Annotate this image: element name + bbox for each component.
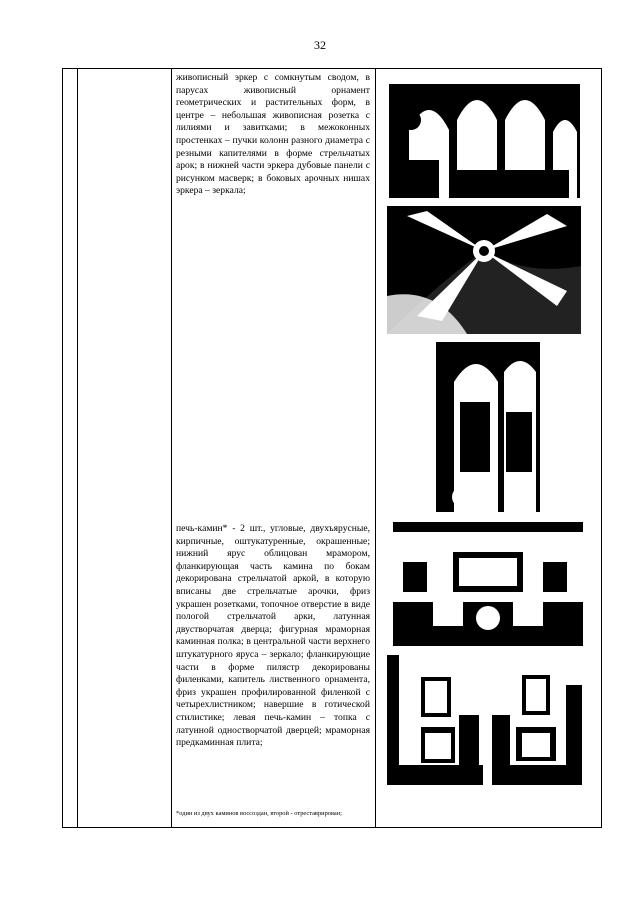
description-paragraph-oriel [176, 72, 370, 198]
column-border-2 [77, 68, 78, 828]
page-number: 32 [314, 38, 326, 52]
table-top-border [62, 68, 602, 69]
photo-oriel-side [436, 342, 540, 512]
photo-fireplaces-room [393, 522, 583, 646]
photo-vault-ceiling [387, 206, 581, 334]
column-border-1 [62, 68, 63, 828]
column-border-4 [375, 68, 376, 828]
column-border-5 [601, 68, 602, 828]
table-bottom-border [62, 827, 602, 828]
photo-fireplace-right [492, 655, 582, 785]
column-border-3 [171, 68, 172, 828]
description-paragraph-fireplace [176, 523, 370, 750]
photo-fireplace-left [387, 655, 483, 785]
fireplace-description-text: печь-камин* - 2 шт., угловые, двухъярусные, кирпичные, оштукатуренные, окрашенные; нижний ярус облицован мрамором, фланкирующая часть камина по бокам декорирована стрельчатой аркой, в которую вписаны две стрельчатые арочки, фриз украшен розетками, топочное отверстие в виде пологой стрельчатой арки, латунная двустворчатая дверца; фигурная мраморная каминная полка; в центральной части верхнего штукатурного яруса – зеркало; фланкирующие части в форме пилястр декорированы филенками, капитель лиственного орнамента, фриз украшен профилированной филенкой с четырехлистником; навершие в готической стилистике; левая печь-камин – топка с латунной одностворчатой дверцей; мраморная предкаминная плита; [176, 523, 370, 749]
photo-oriel-arches [389, 70, 580, 198]
oriel-description-text: живописный эркер с сомкнутым сводом, в парусах живописный орнамент геометрических и растительных форм, в центре – небольшая живописная розетка с лилиями и завитками; в межоконных простенках – пучки колонн разного диаметра с резными капителями в форме стрельчатых арок; в нижней части эркера дубовые панели с рисунком масверк; в боковых арочных нишах эркера – зеркала; [176, 72, 370, 197]
footnote: *один из двух каминов воссоздан, второй - отреставрирован; [176, 810, 342, 817]
